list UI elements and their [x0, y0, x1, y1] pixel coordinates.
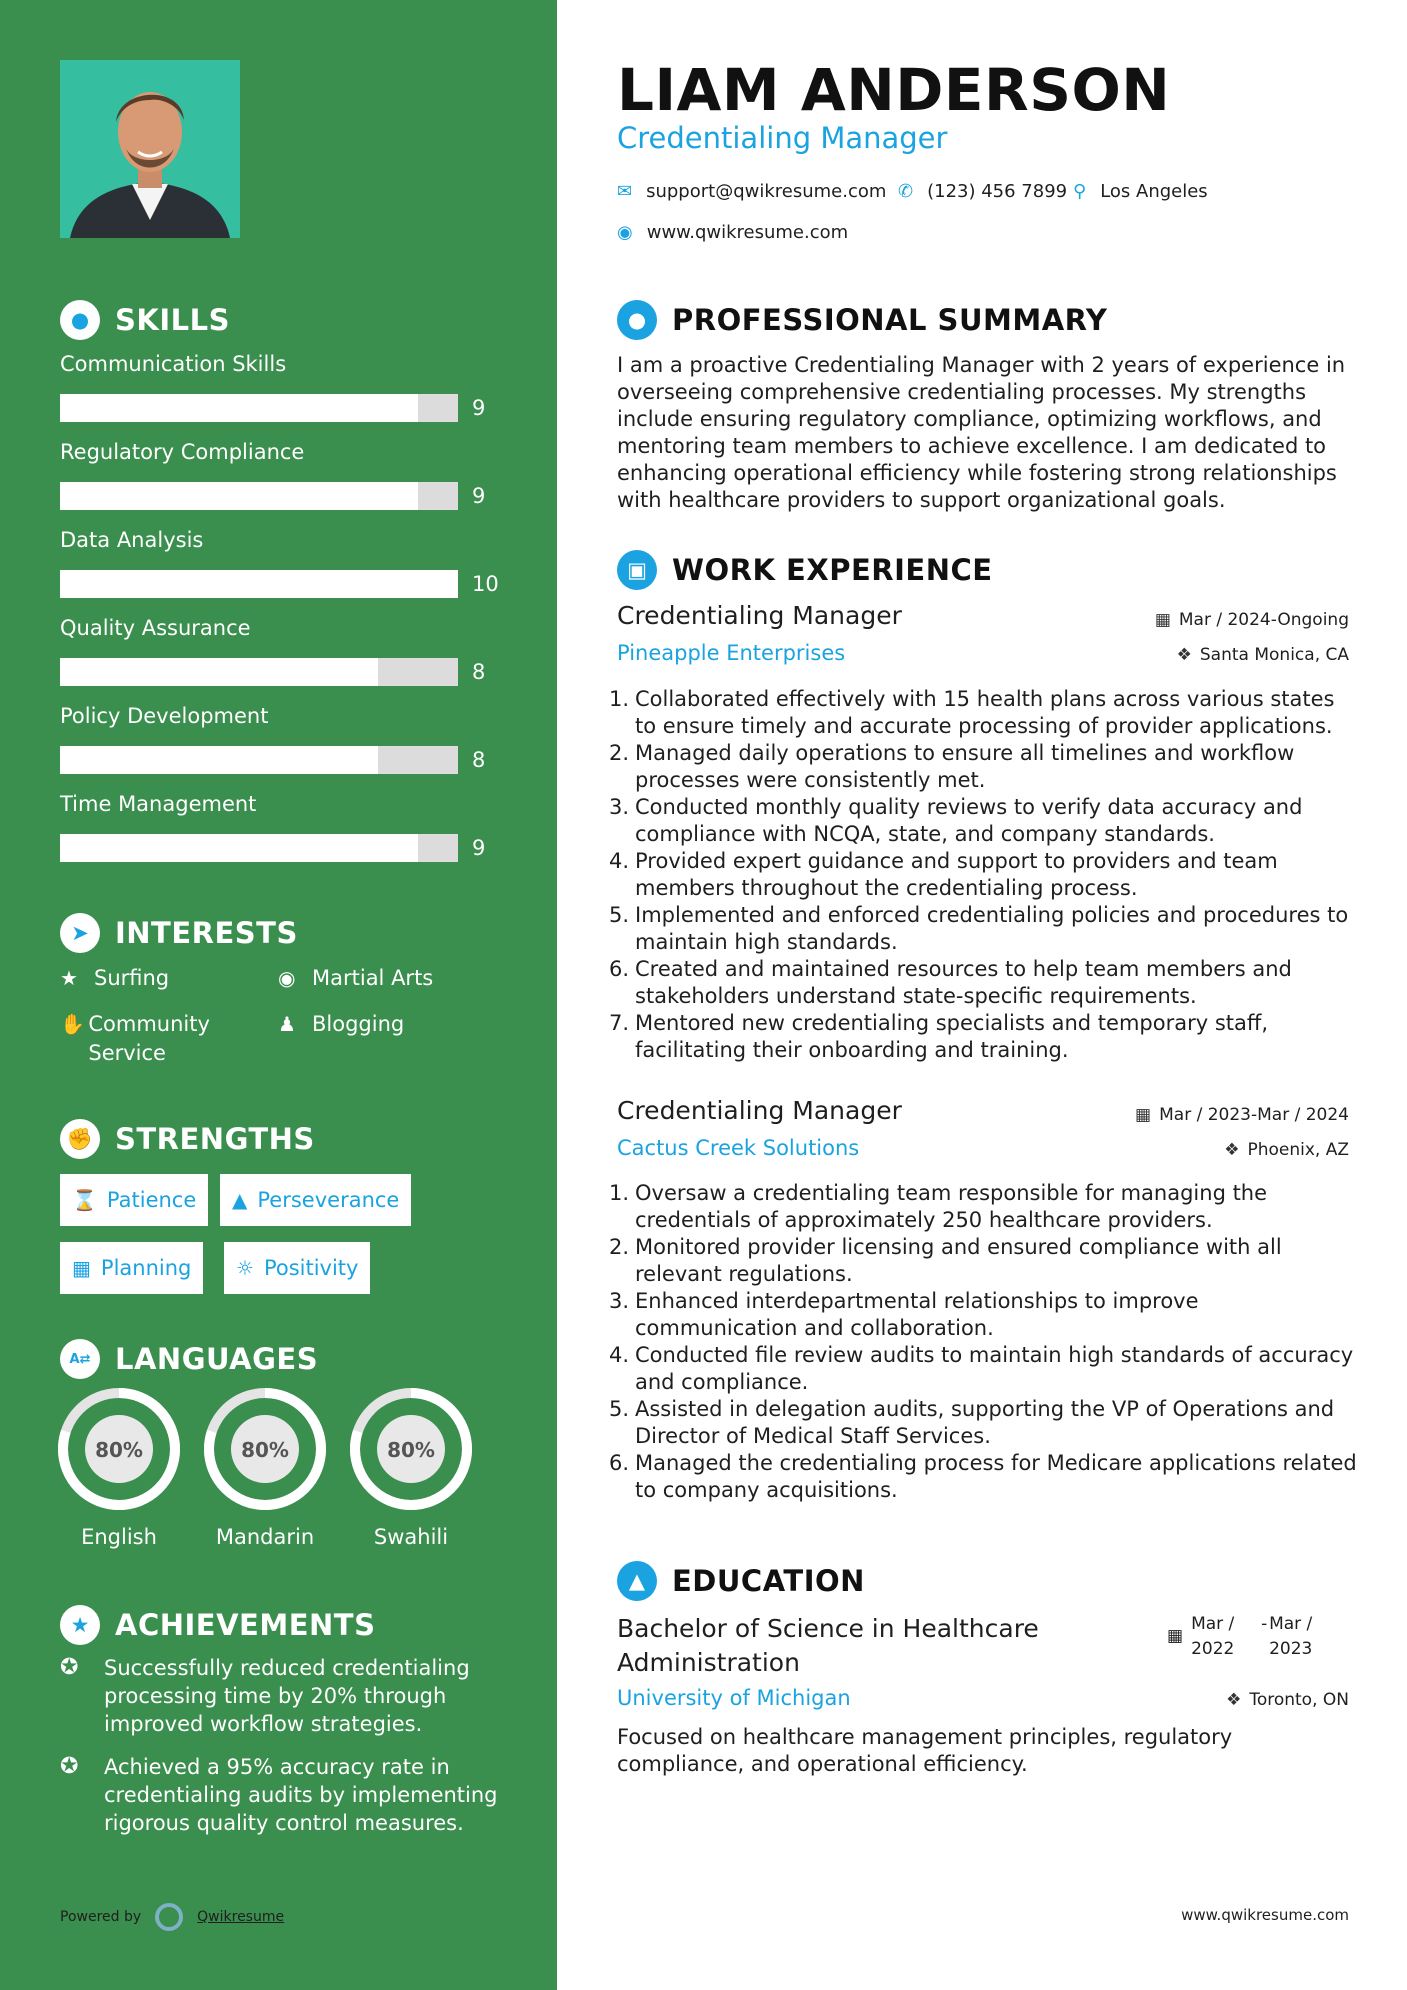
skill-label: Regulatory Compliance	[60, 440, 305, 464]
achievement-item: ✪ Achieved a 95% accuracy rate in credentialing audits by implementing rigorous quality control measures.	[60, 1754, 498, 1835]
school-location: ❖ Toronto, ON	[1226, 1690, 1349, 1710]
languages-heading: A⇄ LANGUAGES	[60, 1339, 318, 1379]
skill-item	[60, 792, 500, 860]
briefcase-icon: ▣	[617, 550, 657, 590]
list-item: 2. Managed daily operations to ensure all timelines and workflow processes were consistently met.	[609, 741, 1295, 792]
sun-icon: ☼	[236, 1256, 254, 1280]
paper-plane-icon: ➤	[60, 913, 100, 953]
experience-heading: ▣ WORK EXPERIENCE	[617, 550, 993, 590]
calendar-icon: ▦	[1167, 1626, 1184, 1646]
website-link[interactable]: www.qwikresume.com	[646, 222, 849, 243]
job-bullets	[609, 1180, 1359, 1504]
language-ring	[57, 1387, 181, 1511]
list-item: 3. Conducted monthly quality reviews to verify data accuracy and compliance with NCQA, state, and company standards.	[609, 795, 1303, 846]
job-bullets	[609, 686, 1359, 1064]
skill-bar	[60, 834, 458, 862]
skill-item	[60, 352, 500, 420]
language-item	[203, 1387, 327, 1549]
education-text: Focused on healthcare management principles, regulatory compliance, and operational efficiency.	[617, 1725, 1233, 1776]
skill-bar-fill	[60, 394, 418, 422]
job-title: Credentialing Manager	[617, 1096, 902, 1125]
list-item: 1. Oversaw a credentialing team responsible for managing the credentials of approximately 250 healthcare providers.	[609, 1181, 1268, 1232]
skill-bar-fill	[60, 482, 418, 510]
skill-bar-fill	[60, 834, 418, 862]
language-item	[57, 1387, 181, 1549]
list-item: 5. Implemented and enforced credentialing policies and procedures to maintain high standards.	[609, 903, 1349, 954]
profile-photo	[60, 60, 240, 238]
language-level: 80%	[95, 1438, 143, 1462]
hourglass-icon: ⌛	[72, 1188, 97, 1212]
email-link[interactable]: support@qwikresume.com	[646, 181, 887, 202]
skill-value: 9	[472, 396, 486, 420]
language-ring	[349, 1387, 473, 1511]
interest-item: ★ Surfing	[60, 964, 169, 993]
lightbulb-icon: ●	[60, 300, 100, 340]
skill-bar-fill	[60, 658, 378, 686]
footer-url[interactable]: www.qwikresume.com	[1181, 1906, 1349, 1924]
achievement-item: ✪ Successfully reduced credentialing processing time by 20% through improved workflow strategies.	[60, 1655, 470, 1736]
summary-text: I am a proactive Credentialing Manager with 2 years of experience in overseeing comprehensive credentialing processes. My strengths include ensuring regulatory compliance, optimizing workflows, and mentoring team members to achieve excellence. I am dedicated to enhancing operational efficiency while fostering strong relationships with healthcare providers to support organizational goals.	[617, 353, 1346, 512]
pin-icon: ❖	[1224, 1140, 1240, 1160]
list-item: 5. Assisted in delegation audits, supporting the VP of Operations and Director of Medical Staff Services.	[609, 1397, 1335, 1448]
list-item: 7. Mentored new credentialing specialists and temporary staff, facilitating their onboarding and training.	[609, 1011, 1269, 1062]
pin-icon: ❖	[1226, 1690, 1242, 1710]
candidate-role: Credentialing Manager	[617, 121, 948, 155]
skill-bar-fill	[60, 570, 458, 598]
star-icon: ★	[60, 966, 78, 990]
strengths-heading: ✊ STRENGTHS	[60, 1119, 315, 1159]
graduation-cap-icon: ▲	[617, 1561, 657, 1601]
skill-value: 9	[472, 484, 486, 508]
job-location: ❖ Phoenix, AZ	[1224, 1140, 1349, 1160]
skill-value: 8	[472, 748, 486, 772]
skill-label: Policy Development	[60, 704, 269, 728]
school-name: University of Michigan	[617, 1686, 851, 1710]
language-item	[349, 1387, 473, 1549]
skills-heading: ● SKILLS	[60, 300, 230, 340]
language-ring	[203, 1387, 327, 1511]
list-item: 6. Created and maintained resources to help team members and stakeholders understand state-specific requirements.	[609, 957, 1292, 1008]
calendar-icon: ▦	[72, 1256, 91, 1280]
language-name: Swahili	[373, 1525, 449, 1549]
skill-bar	[60, 394, 458, 422]
skill-bar-fill	[60, 746, 378, 774]
language-name: Mandarin	[215, 1525, 315, 1549]
hand-icon: ✋	[60, 1012, 85, 1036]
pin-icon: ❖	[1176, 645, 1192, 665]
skill-value: 9	[472, 836, 486, 860]
powered-by: Powered by Qwikresume	[60, 1903, 284, 1931]
shooting-star-icon: ✪	[60, 1655, 79, 1680]
skill-value: 10	[472, 572, 499, 596]
job-dates: ▦ Mar / 2023-Mar / 2024	[1135, 1105, 1349, 1125]
summary-heading: ● PROFESSIONAL SUMMARY	[617, 300, 1107, 340]
list-item: 1. Collaborated effectively with 15 health plans across various states to ensure timely and accurate processing of provider applications.	[609, 687, 1335, 738]
language-level: 80%	[387, 1438, 435, 1462]
strength-badge: ▲ Perseverance	[220, 1174, 411, 1226]
envelope-icon: ✉	[617, 181, 633, 202]
interest-item: ✋ Community Service	[60, 1012, 210, 1065]
list-item: 4. Provided expert guidance and support to providers and team members throughout the credentialing process.	[609, 849, 1278, 900]
skill-bar	[60, 482, 458, 510]
job-title: Credentialing Manager	[617, 601, 902, 630]
interest-item: ◉ Martial Arts	[278, 964, 433, 993]
skill-bar	[60, 658, 458, 686]
shooting-star-icon: ✪	[60, 1754, 79, 1779]
skill-label: Quality Assurance	[60, 616, 251, 640]
map-pin-icon: ⚲	[1073, 181, 1087, 202]
skill-item	[60, 616, 500, 684]
language-level: 80%	[241, 1438, 289, 1462]
list-item: 6. Managed the credentialing process for Medicare applications related to company acquisitions.	[609, 1451, 1357, 1502]
job-location: ❖ Santa Monica, CA	[1176, 645, 1349, 665]
skill-item	[60, 704, 500, 772]
qwikresume-link[interactable]: Qwikresume	[197, 1909, 285, 1925]
degree-title: Bachelor of Science in Healthcare Administration	[617, 1614, 1039, 1677]
contact-email	[617, 181, 886, 202]
candidate-name: LIAM ANDERSON	[617, 56, 1171, 124]
skill-item	[60, 440, 500, 508]
interests-heading: ➤ INTERESTS	[60, 913, 298, 953]
skill-label: Data Analysis	[60, 528, 204, 552]
skill-item	[60, 528, 500, 596]
job-dates: ▦ Mar / 2024-Ongoing	[1154, 610, 1349, 630]
user-icon: ●	[617, 300, 657, 340]
skill-label: Time Management	[60, 792, 257, 816]
qwikresume-logo-icon	[155, 1903, 183, 1931]
education-dates: ▦ Mar / 2022 - Mar / 2023	[1167, 1612, 1339, 1662]
list-item: 3. Enhanced interdepartmental relationships to improve communication and collaboration.	[609, 1289, 1199, 1340]
group-icon: ♟	[278, 1012, 296, 1036]
translate-icon: A⇄	[60, 1339, 100, 1379]
strength-badge: ⌛ Patience	[60, 1174, 208, 1226]
achievements-heading: ★ ACHIEVEMENTS	[60, 1605, 375, 1645]
contact-phone: ✆ (123) 456 7899	[898, 181, 1068, 202]
list-item: 4. Conducted file review audits to maintain high standards of accuracy and compliance.	[609, 1343, 1354, 1394]
strength-badge: ▦ Planning	[60, 1242, 203, 1294]
interest-item: ♟ Blogging	[278, 1010, 404, 1039]
skill-value: 8	[472, 660, 486, 684]
skill-label: Communication Skills	[60, 352, 287, 376]
fist-icon: ✊	[60, 1119, 100, 1159]
strength-badge: ☼ Positivity	[224, 1242, 370, 1294]
calendar-icon: ▦	[1135, 1105, 1152, 1125]
globe-icon: ◉	[617, 222, 633, 243]
list-item: 2. Monitored provider licensing and ensured compliance with all relevant regulations.	[609, 1235, 1282, 1286]
sidebar	[0, 0, 557, 1990]
contact-website	[617, 222, 848, 243]
skill-bar	[60, 746, 458, 774]
calendar-icon: ▦	[1154, 610, 1171, 630]
skill-bar	[60, 570, 458, 598]
globe-icon: ◉	[278, 966, 296, 990]
road-icon: ▲	[232, 1188, 248, 1212]
job-company: Cactus Creek Solutions	[617, 1136, 860, 1160]
education-heading: ▲ EDUCATION	[617, 1561, 865, 1601]
phone-icon: ✆	[898, 181, 914, 202]
star-badge-icon: ★	[60, 1605, 100, 1645]
job-company: Pineapple Enterprises	[617, 641, 846, 665]
language-name: English	[81, 1525, 157, 1549]
contact-location: ⚲ Los Angeles	[1073, 181, 1208, 202]
